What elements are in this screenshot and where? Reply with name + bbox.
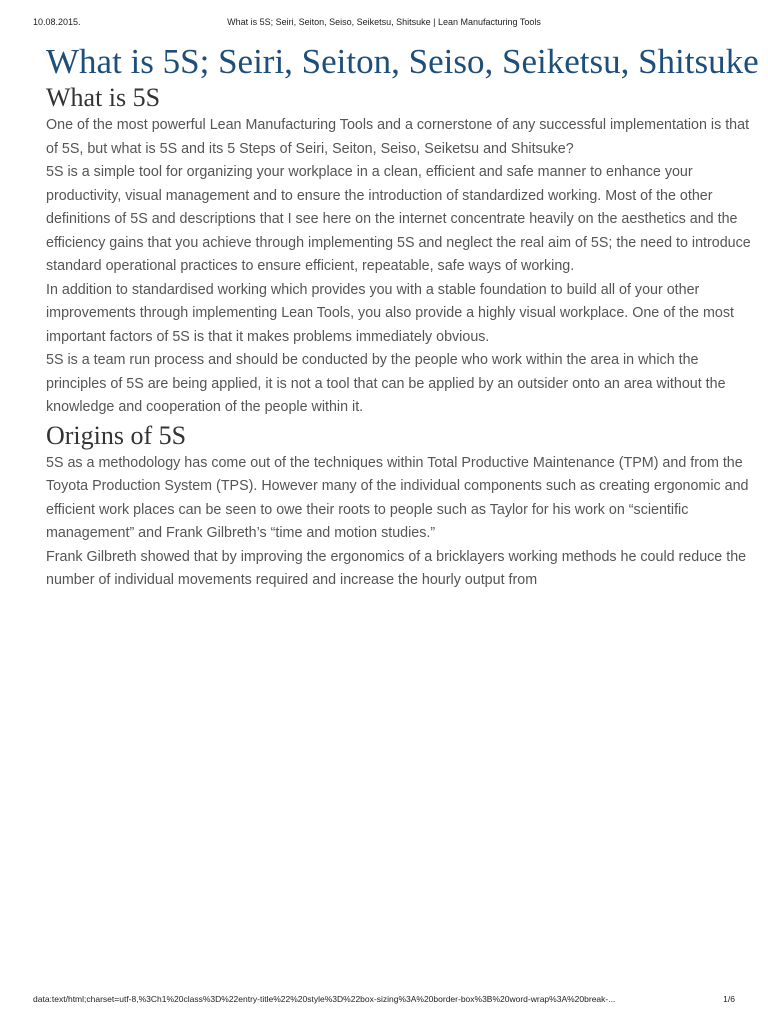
print-footer (33, 994, 735, 1008)
print-page-title: What is 5S; Seiri, Seiton, Seiso, Seiketsu, Shitsuke | Lean Manufacturing Tools (227, 17, 541, 27)
paragraph: 5S as a methodology has come out of the techniques within Total Productive Maintenance (TPM) and from the Toyota Production System (TPS). However many of the individual components such as creating ergonomic and efficient work places can be seen to owe their roots to people such as Taylor for his work on “scientific management” and Frank Gilbreth’s “time and motion studies.” (46, 454, 749, 541)
article (46, 42, 762, 593)
paragraph: Frank Gilbreth showed that by improving the ergonomics of a bricklayers working methods he could reduce the number of individual movements required and increase the hourly output from (46, 548, 747, 588)
section-heading-origins-of-5s: Origins of 5S (46, 420, 187, 450)
page-number: 1/6 (723, 994, 735, 1004)
print-header (33, 17, 735, 31)
article-title: What is 5S; Seiri, Seiton, Seiso, Seiketsu, Shitsuke (46, 42, 759, 81)
paragraph: 5S is a team run process and should be conducted by the people who work within the area in which the principles of 5S are being applied, it is not a tool that can be applied by an outsider onto an area without the knowledge and cooperation of the people within it. (46, 352, 726, 415)
paragraph: 5S is a simple tool for organizing your workplace in a clean, efficient and safe manner to enhance your productivity, visual management and to ensure the introduction of standardized working. Most of the other definitions of 5S and descriptions that I see here on the internet concentrate heavily on the aesthetics and the efficiency gains that you achieve through implementing 5S and neglect the real aim of 5S; the need to introduce standard operational practices to ensure efficient, repeatable, safe ways of working. (46, 164, 751, 274)
section-heading-what-is-5s: What is 5S (46, 83, 161, 112)
paragraph: In addition to standardised working which provides you with a stable foundation to build all of your other improvements through implementing Lean Tools, you also provide a highly visual workplace. One of the most important factors of 5S is that it makes problems immediately obvious. (46, 281, 734, 345)
print-date: 10.08.2015. (33, 17, 81, 27)
paragraph: One of the most powerful Lean Manufacturing Tools and a cornerstone of any successful implementation is that of 5S, but what is 5S and its 5 Steps of Seiri, Seiton, Seiso, Seiketsu and Shitsuke? (46, 117, 750, 157)
print-url: data:text/html;charset=utf-8,%3Ch1%20class%3D%22entry-title%22%20style%3D%22box-sizing%3A%20border-box%3B%20word-wrap%3A%20break-... (33, 994, 616, 1004)
